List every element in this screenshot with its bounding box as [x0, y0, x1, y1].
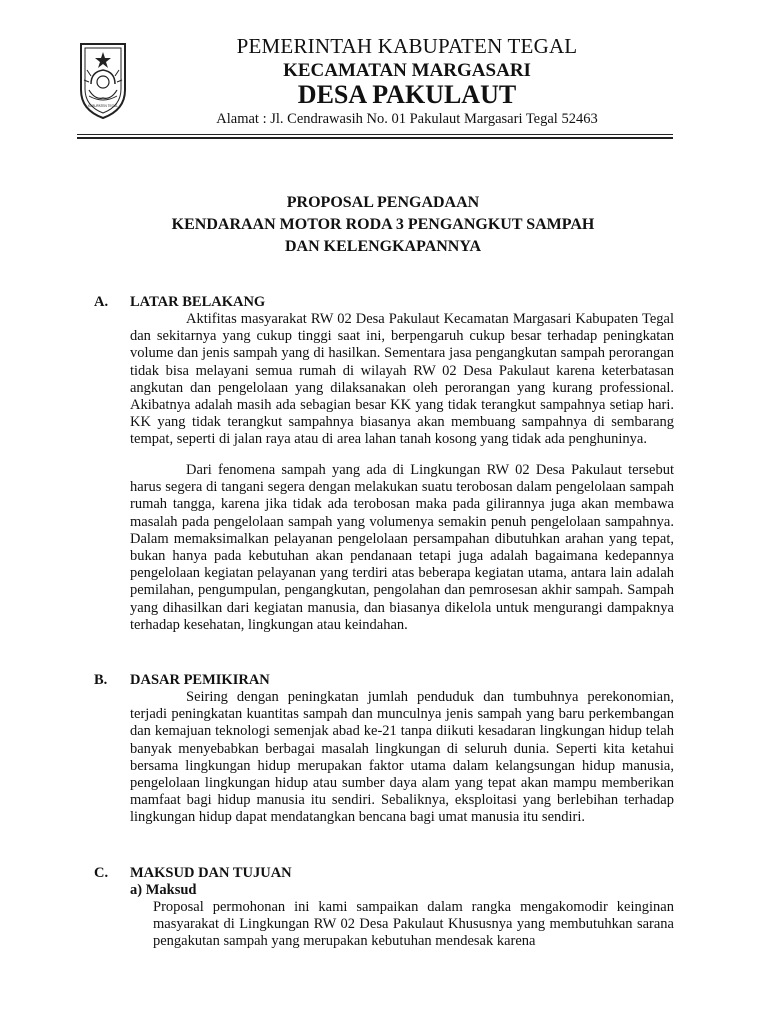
letterhead-address: Alamat : Jl. Cendrawasih No. 01 Pakulaut Margasari Tegal 52463: [216, 111, 598, 127]
svg-text:KABUPATEN TEGAL: KABUPATEN TEGAL: [87, 104, 119, 108]
letterhead-district: KECAMATAN MARGASARI: [283, 60, 531, 81]
letterhead-divider: [77, 134, 673, 135]
proposal-title-line3: DAN KELENGKAPANNYA: [284, 238, 481, 255]
letterhead-divider-thick: [77, 137, 673, 139]
section-c-paragraph-1: Proposal permohonan ini kami sampaikan dalam rangka mengakomodir keinginan masyarakat di Lingkungan RW 02 Desa Pakulaut Khususnya yang membutuhkan sarana pengakutan sampah yang merupakan kebutuhan mendesak karena: [153, 899, 674, 950]
section-c-subheading: a) Maksud: [130, 882, 197, 898]
section-b-heading: DASAR PEMIKIRAN: [130, 672, 270, 688]
section-a-letter: A.: [94, 294, 109, 310]
section-c-heading: MAKSUD DAN TUJUAN: [130, 865, 292, 881]
letterhead-government: PEMERINTAH KABUPATEN TEGAL: [236, 34, 578, 58]
section-c-letter: C.: [94, 865, 109, 881]
section-b-letter: B.: [94, 672, 108, 688]
section-b-paragraph-1: Seiring dengan peningkatan jumlah penduduk dan tumbuhnya perekonomian, terjadi peningkatan kuantitas sampah dan munculnya jenis sampah yang baru perkembangan dan kemajuan teknologi semenjak abad ke-21 tanpa diikuti kesadaran lingkungan hidup telah banyak menyebabkan berbagai masalah lingkungan di seluruh dunia. Seperti kita ketahui bersama lingkungan hidup merupakan faktor utama dalam kelangsungan hidup manusia, pengelolaan lingkungan hidup atau sumber daya alam yang tepat akan mampu memberikan mamfaat bagi hidup manusia itu sendiri. Sebaliknya, eksploitasi yang berlebihan terhadap lingkungan hidup dapat mendatangkan bencana bagi umat manusia itu sendiri.: [130, 689, 674, 826]
section-a-paragraph-1: Aktifitas masyarakat RW 02 Desa Pakulaut Kecamatan Margasari Kabupaten Tegal dan sekitarnya yang cukup tinggi saat ini, berpengaruh cukup besar terhadap peningkatan volume dan jenis sampah yang di hasilkan. Sementara jasa pengangkutan sampah perorangan tidak bisa melayani semua rumah di wilayah RW 02 Desa Pakulaut karena keterbatasan angkutan dan pengelolaan yang dilaksanakan oleh perorangan yang kurang professional. Akibatnya adalah masih ada sebagian besar KK yang tidak terangkut sampahnya setiap hari. KK yang tidak terangkut sampahnya biasanya akan membuang sampahnya di sembarang tempat, seperti di jalan raya atau di area lahan tanah kosong yang tidak ada penghuninya.: [130, 311, 674, 448]
proposal-title-line2: KENDARAAN MOTOR RODA 3 PENGANGKUT SAMPAH: [171, 216, 595, 233]
section-a-heading: LATAR BELAKANG: [130, 294, 266, 310]
letterhead-village: DESA PAKULAUT: [297, 80, 517, 109]
regency-emblem-icon: [77, 40, 129, 120]
proposal-title-line1: PROPOSAL PENGADAAN: [286, 194, 480, 211]
section-a-paragraph-2: Dari fenomena sampah yang ada di Lingkungan RW 02 Desa Pakulaut tersebut harus segera di tangani segera dengan melakukan suatu terobosan dalam pengelolaan sampah rumah tangga, karena jika tidak ada terobosan maka pada gilirannya juga akan membawa masalah pada pengelolaan sampah yang volumenya semakin penuh pengelolaan sampahnya. Dalam memaksimalkan pelayanan pengelolaan persampahan dibutuhkan arahan yang tepat, bukan hanya pada kebutuhan akan pendanaan tetapi juga adalah bagaimana kedepannya pengelolaan kegiatan pelayanan yang terdiri atas beberapa kegiatan utama, antara lain adalah pemilahan, pengumpulan, pengangkutan, pengolahan dan pemrosesan akhir sampah. Sampah yang dihasilkan dari kegiatan manusia, dan biasanya dikelola untuk mengurangi dampaknya terhadap kesehatan, lingkungan atau keindahan.: [130, 462, 674, 633]
